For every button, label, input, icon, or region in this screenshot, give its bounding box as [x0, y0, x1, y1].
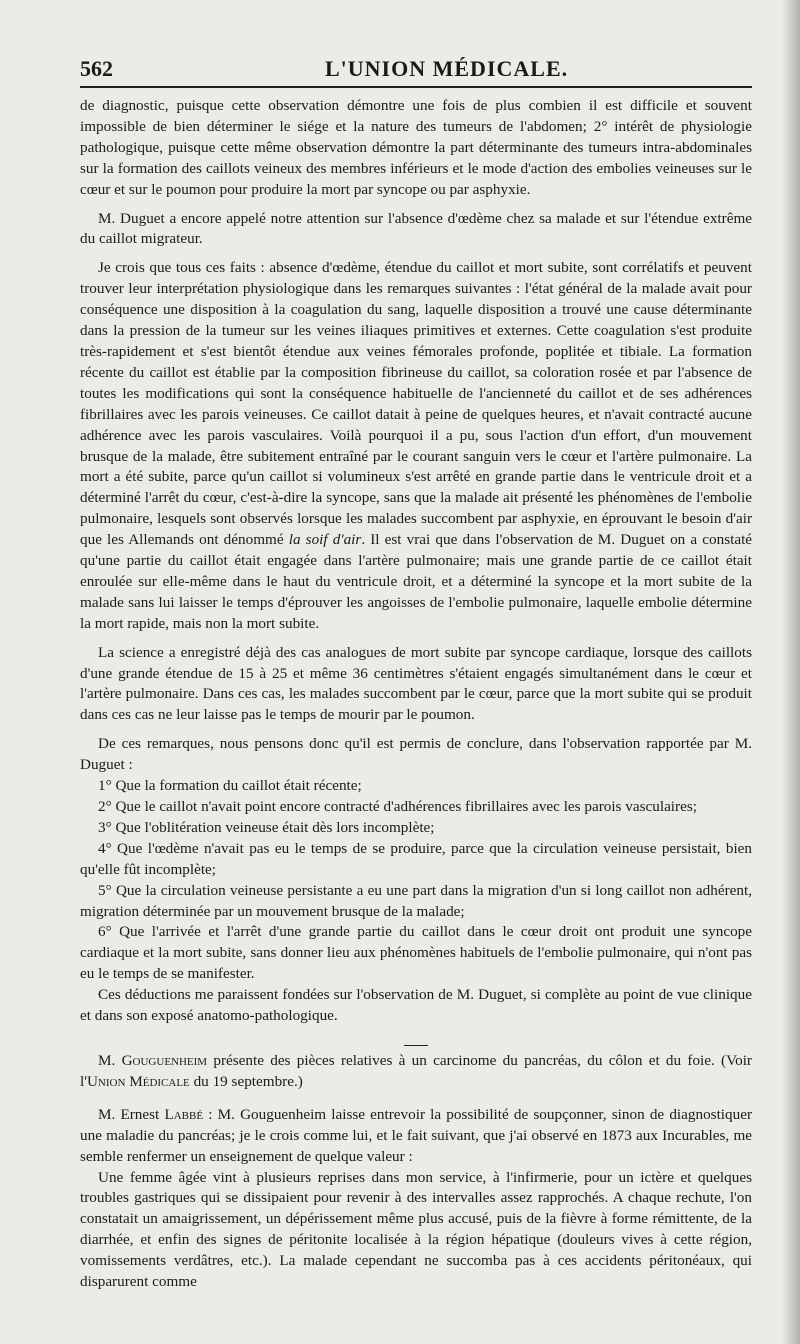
- section-separator: [80, 1035, 752, 1043]
- conclusion-item: 3° Que l'oblitération veineuse était dès lors incomplète;: [98, 818, 435, 836]
- conclusion-item: 2° Que le caillot n'avait point encore contracté d'adhérences fibrillaires avec les parois vasculaires;: [98, 798, 697, 815]
- paragraph-labbe-text: : M. Gouguenheim laisse entrevoir la possibilité de soupçonner, sinon de diagnostiquer une maladie du pancréas; je le crois comme lui, et le fait suivant, que j'ai observé en 1873 aux Incurables, me semble renfermer un enseignement de quelque valeur :: [80, 1105, 752, 1165]
- page-header: [80, 52, 770, 86]
- conclusion-item: 1° Que la formation du caillot était récente;: [98, 777, 362, 795]
- paragraph-conclusions-intro: De ces remarques, nous pensons donc qu'il est permis de conclure, dans l'observation rapportée par M. Duguet :: [80, 735, 752, 774]
- paragraph-gouguenheim-text: présente des pièces relatives à un carcinome du pancréas, du côlon et du foie. (Voir l': [80, 1051, 752, 1090]
- paragraph-sudden-death-cases: La science a enregistré déjà des cas analogues de mort subite par syncope cardiaque, lorsque des caillots d'une grande étendue de 15 à 25 et même 36 centimètres s'étaient engagés simultanément dans le cœur et l'artère pulmonaire. Dans ces cas, les malades succombent par le cœur, parce que la mort subite qui se produit dans ces cas ne leur laisse pas le temps de mourir par le poumon.: [80, 643, 752, 724]
- paragraph-case-report: Une femme âgée vint à plusieurs reprises dans mon service, à l'infirmerie, pour un ictère et quelques troubles gastriques qui se dissipaient pour revenir à des intervalles assez rapprochés. A chaque rechute, l'on constatait un amaigrissement, un dépérissement même plus accusé, puis de la fièvre à forme rémittente, de la diarrhée, et enfin des signes de péritonite localisée à la région hépatique (douleurs vives à cette région, vomissements verdâtres, etc.). La malade cependant ne succomba pas à ces accidents péritonéaux, qui disparurent comme: [80, 1168, 752, 1291]
- running-title: L'UNION MÉDICALE.: [325, 56, 569, 81]
- soif-d-air-italic: la soif d'air: [288, 531, 362, 549]
- paragraph-labbe: [80, 1105, 752, 1168]
- speaker-name: Gouguenheim: [121, 1051, 208, 1069]
- conclusion-item: 5° Que la circulation veineuse persistante a eu une part dans la migration d'un si long caillot non adhérent, migration déterminée par un mouvement brusque de la malade;: [80, 881, 752, 920]
- paragraph-clot-interpretation-main: Je crois que tous ces faits : absence d'œdème, étendue du caillot et mort subite, sont corrélatifs et peuvent trouver leur interprétation physiologique dans les remarques suivantes : l'état général de la malade avait pour conséquence une disposition à la coagulation du sang, laquelle disposition a trouvé une cause déterminante dans la pression de la tumeur sur les veines iliaques primitives et externes. Cette coagulation s'est produite très-rapidement et s'est bientôt étendue aux veines fémorales profonde, poplitée et tibiale. La formation récente du caillot est établie par la composition fibrineuse du caillot, sa coloration rosée et par l'absence de toutes les modifications qui sont la conséquence habituelle de l'ancienneté du caillot et de ses adhérences fibrillaires avec les parois veineuses. Ce caillot datait à peine de quelques heures, et n'avait contracté aucune adhérence avec les parois vasculaires. Voilà pourquoi il a pu, sous l'action d'un effort, d'un mouvement brusque de la malade, être subitement entraîné par le courant sanguin vers le cœur et l'artère pulmonaire. La mort a été subite, parce qu'un caillot si volumineux s'est arrêté en grande partie dans le ventricule droit et a déterminé l'arrêt du cœur, c'est-à-dire la syncope, sans que la malade ait présenté les phénomènes de l'embolie pulmonaire, lesquels sont observés lorsque les malades succombent par asphyxie, en éprouvant le besoin d'air que les Allemands ont dénommé: [80, 259, 752, 549]
- conclusion-item: 4° Que l'œdème n'avait pas eu le temps de se produire, parce que la circulation veineuse persistait, bien qu'elle fût incomplète;: [80, 839, 752, 878]
- speaker-prefix: M.: [98, 1051, 122, 1069]
- header-rule: [80, 86, 752, 88]
- conclusion-item: 6° Que l'arrivée et l'arrêt d'une grande partie du caillot dans le cœur droit ont produit une syncope cardiaque et la mort subite, sans donner lieu aux phénomènes habituels de l'embolie pulmonaire, qui n'ont pas eu le temps de se manifester.: [80, 923, 752, 983]
- paragraph-clot-interpretation: [80, 258, 752, 634]
- journal-name: Union Médicale: [86, 1072, 190, 1090]
- speaker-name: Labbé: [164, 1105, 204, 1123]
- paragraph-deductions: Ces déductions me paraissent fondées sur l'observation de M. Duguet, si complète au point de vue clinique et dans son exposé anatomo-pathologique.: [80, 986, 752, 1025]
- paragraph-clot-interpretation-rest: . Il est vrai que dans l'observation de M. Duguet on a constaté qu'une partie du caillot était engagée dans l'artère pulmonaire; mais une grande partie de ce caillot était enroulée sur elle-même dans le haut du ventricule droit, et a déterminé la syncope et la mort subite de la malade sans lui laisser le temps d'éprouver les angoisses de l'embolie pulmonaire, laquelle embolie détermine la mort rapide, mais non la mort subite.: [80, 531, 753, 632]
- article-body: [80, 96, 752, 1328]
- paragraph-diagnostic-interest: de diagnostic, puisque cette observation démontre une fois de plus combien il est difficile et souvent impossible de bien déterminer le siége et la nature des tumeurs de l'abdomen; 2° intérêt de physiologie pathologique, puisque cette même observation démontre la part déterminante des tumeurs intra-abdominales sur la formation des caillots veineux des membres inférieurs et le mode d'action des embolies veineuses sur le cœur et sur le poumon pour produire la mort par syncope ou par asphyxie.: [80, 97, 752, 198]
- paragraph-duguet-oedema: M. Duguet a encore appelé notre attention sur l'absence d'œdème chez sa malade et sur l'étendue extrême du caillot migrateur.: [80, 209, 752, 248]
- page-number: 562: [80, 56, 113, 81]
- paragraph-gouguenheim-suffix: du 19 septembre.): [189, 1072, 303, 1090]
- paragraph-gouguenheim: [80, 1051, 752, 1093]
- speaker-prefix: M. Ernest: [98, 1105, 165, 1123]
